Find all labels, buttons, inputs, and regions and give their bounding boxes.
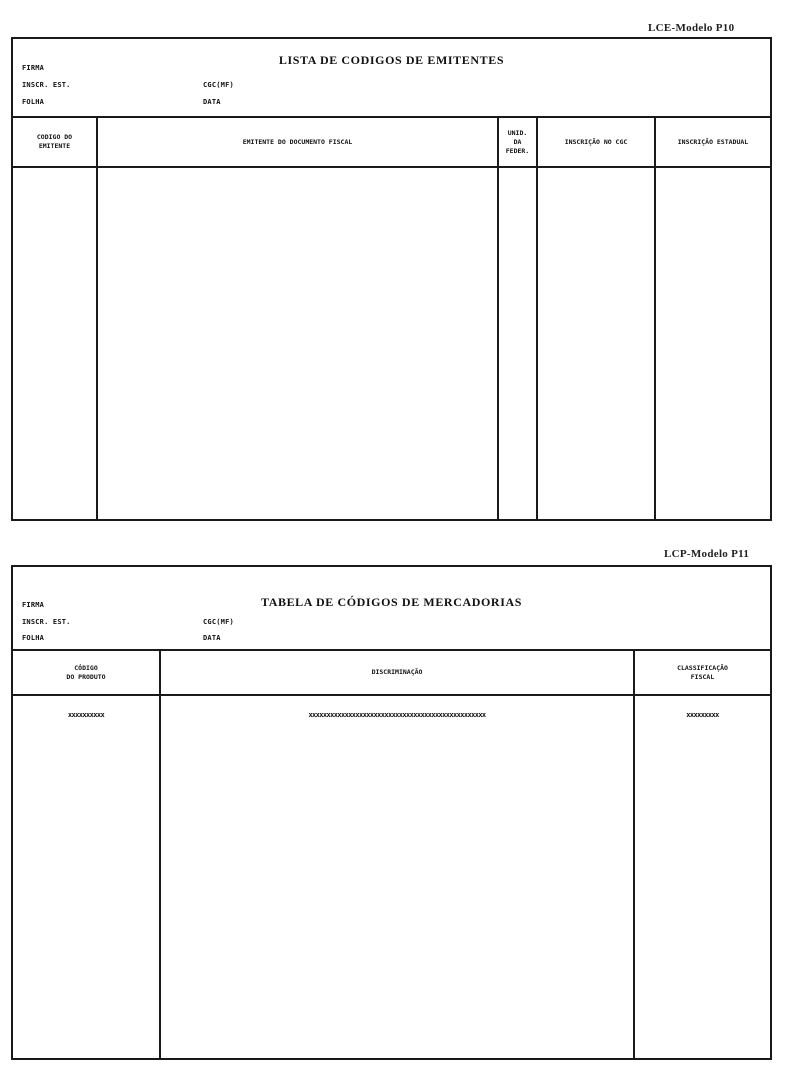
form-header	[13, 39, 770, 118]
folha-label: FOLHA	[22, 634, 45, 642]
table-cell-codigo: xxxxxxxxxx	[67, 711, 105, 719]
column-header-unid-feder: UNID. DA FEDER.	[505, 128, 530, 155]
data-label: DATA	[203, 634, 221, 642]
folha-label: FOLHA	[22, 98, 45, 106]
column-divider	[96, 118, 98, 519]
form-emitentes	[11, 37, 772, 521]
column-header-discriminacao: DISCRIMINAÇÃO	[371, 668, 423, 676]
column-header-codigo-produto: CÓDIGO DO PRODUTO	[66, 663, 106, 681]
column-header-classificacao-fiscal: CLASSIFICAÇÃO FISCAL	[677, 663, 728, 681]
column-header-codigo: CODIGO DO EMITENTE	[36, 133, 73, 150]
column-divider	[536, 118, 538, 519]
form-title: LISTA DE CODIGOS DE EMITENTES	[278, 53, 505, 67]
firma-label: FIRMA	[22, 601, 45, 609]
cgc-label: CGC(MF)	[203, 618, 234, 626]
header-divider	[13, 694, 770, 696]
form-title: TABELA DE CÓDIGOS DE MERCADORIAS	[260, 595, 523, 609]
cgc-label: CGC(MF)	[203, 81, 234, 89]
form-header	[13, 567, 770, 651]
form-mercadorias	[11, 565, 772, 1060]
header-divider	[13, 166, 770, 168]
model-label-p11: LCP-Modelo P11	[664, 548, 750, 560]
table-cell-classificacao: xxxxxxxxx	[686, 711, 719, 719]
column-divider	[497, 118, 499, 519]
data-label: DATA	[203, 98, 221, 106]
column-divider	[654, 118, 656, 519]
column-header-inscricao-cgc: INSCRIÇÃO NO CGC	[564, 137, 628, 146]
column-header-inscricao-estadual: INSCRIÇÃO ESTADUAL	[677, 137, 749, 146]
column-header-emitente: EMITENTE DO DOCUMENTO FISCAL	[242, 137, 353, 146]
firma-label: FIRMA	[22, 64, 45, 72]
inscr-label: INSCR. EST.	[22, 618, 71, 626]
inscr-label: INSCR. EST.	[22, 81, 71, 89]
table-cell-discriminacao: xxxxxxxxxxxxxxxxxxxxxxxxxxxxxxxxxxxxxxxxxxxxxxxxx	[308, 711, 486, 719]
model-label-p10: LCE-Modelo P10	[648, 22, 735, 34]
